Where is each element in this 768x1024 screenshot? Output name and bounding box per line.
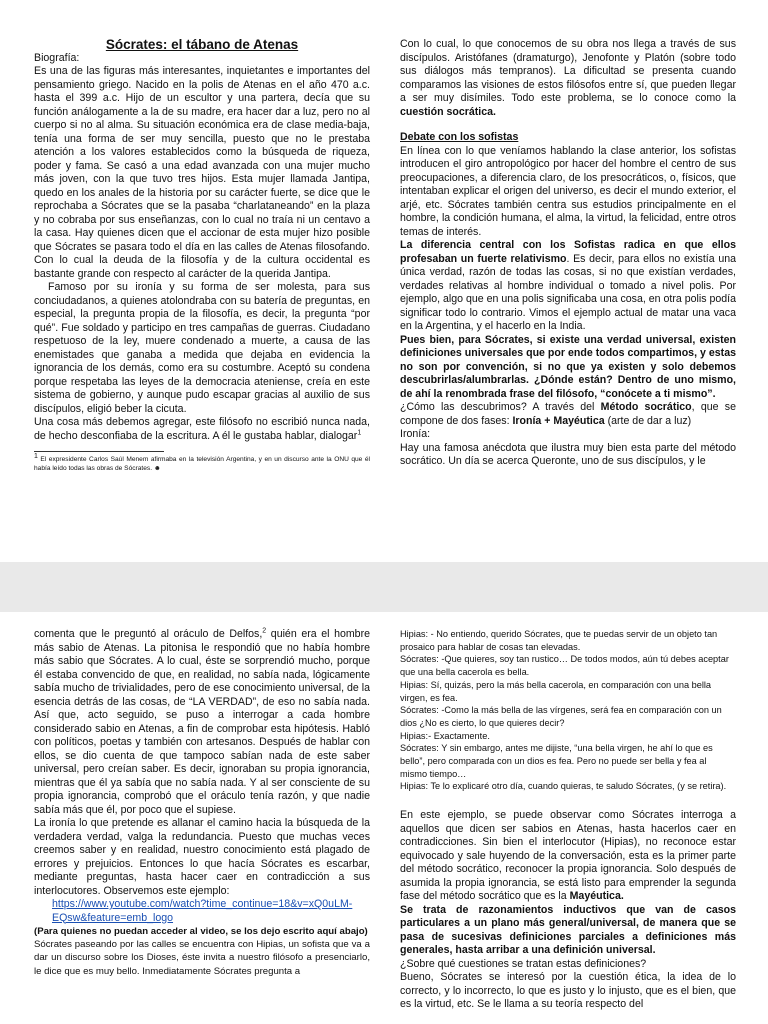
- bold-term: Método socrático: [600, 401, 692, 413]
- paragraph-text: Con lo cual, lo que conocemos de su obra nos llega a través de sus discípulos. Aristófanes (dramaturgo), Jenofonte y Platón (sobre todo sus diálogos más tempranos). La dificultad se presenta cuando comparamos las visiones de estos filósofos entre sí, que pueden llegar a ser muy disímiles. Todo este problema, se lo conoce como la: [400, 38, 736, 104]
- paragraph: Hay una famosa anécdota que ilustra muy bien esta parte del método socrático. Un día se acerca Queronte, uno de sus discípulos, y le: [400, 441, 736, 467]
- footnote-ref[interactable]: 2: [262, 627, 267, 635]
- dialog-line: Hipias: Te lo explicaré otro día, cuando quieras, te saludo Sócrates, (y se retira).: [400, 781, 727, 792]
- paragraph-text: En este ejemplo, se puede observar como Sócrates interroga a aquellos que dicen ser sabios en Atenas, hasta hacerlos caer en contradicciones. Sin bien el interlocutor (Hipias), no reconoce estar equivocado y sale huyendo de la conversación, esta es la primer parte del método socrático, reconocer la propia ignorancia. Solo después de asumida la propia ignorancia, se está listo para emprender la segunda fase del método socrático que es la: [400, 809, 736, 903]
- paragraph: [400, 401, 736, 428]
- page-1-right-column: [400, 38, 736, 469]
- paragraph: Ironía:: [400, 428, 431, 440]
- dialog-line: Hipias: - No entiendo, querido Sócrates, que te puedas servir de un objeto tan prosaico para hablar de cosas tan elevadas.: [400, 629, 718, 652]
- paragraph: [400, 239, 736, 334]
- paragraph: ¿Sobre qué cuestiones se tratan estas definiciones?: [400, 957, 647, 970]
- dialog-line: Hipias:- Exactamente.: [400, 730, 490, 741]
- footnote-ref[interactable]: 1: [357, 428, 362, 436]
- paragraph: La ironía lo que pretende es allanar el camino hacia la búsqueda de la verdadera verdad, valga la redundancia. Puesto que muchas veces creemos saber y en realidad, nuestro conocimiento está plagado de errores y prejuicios. Entonces lo que hacía Sócrates es escarbar, mediante preguntas, hasta hacer caer en contradicción a sus interlocutores. Observemos este ejemplo:: [34, 817, 370, 897]
- paragraph-text: comenta que le preguntó al oráculo de Delfos,: [34, 628, 263, 640]
- section-heading: Debate con los sofistas: [400, 131, 519, 143]
- paragraph: [400, 334, 736, 402]
- bold-term: Ironía + Mayéutica: [512, 414, 605, 427]
- note: (Para quienes no puedan acceder al video, se los dejo escrito aquí abajo): [34, 926, 368, 937]
- paragraph-text: , que se compone de dos fases:: [400, 401, 736, 427]
- paragraph: [400, 904, 736, 958]
- paragraph: [34, 628, 370, 817]
- bold-term: cuestión socrática.: [400, 105, 496, 118]
- bold-statement: Pues bien, para Sócrates, si existe una verdad universal, existen definiciones universales que por ende todos compartimos, y estas no son por convención, si no que ya existen y solo debemos descubrirlas/alumbrarlas. ¿Dónde están? Dentro de uno mismo, de ahí la renombrada frase del filósofo, “conócete a ti mismo”.: [400, 333, 736, 400]
- paragraph-text: Una cosa más debemos agregar, este filósofo no escribió nunca nada, de hecho desconfiaba de la escritura. A él le gustaba hablar, dialogar: [34, 416, 370, 442]
- footnote-number: 1: [34, 452, 38, 460]
- footnote: [34, 452, 370, 473]
- footnote-text: El expresidente Carlos Saúl Menem afirmaba en la televisión Argentina, y en un discurso ante la ONU que él había leído todas las obras de Sócrates. ☻: [34, 456, 370, 472]
- paragraph-text: (arte de dar a luz): [604, 414, 692, 427]
- paragraph: [400, 809, 736, 904]
- bold-statement: Se trata de razonamientos inductivos que van de casos particulares a un plano más general/universal, de manera que se pasa de sucesivas definiciones parciales a definiciones más generales, hasta arribar a una definición universal.: [400, 903, 736, 957]
- page-1-left-column: [34, 38, 370, 473]
- page-2-right-column: [400, 628, 736, 1012]
- page-2: [0, 612, 768, 1024]
- paragraph: [400, 38, 736, 119]
- dialog-line: Sócrates: -Como la más bella de las vírgenes, será fea en comparación con un dios ¿No es cierto, lo que quieres decir?: [400, 705, 722, 728]
- dialog-block: [400, 628, 736, 793]
- paragraph-text: . Es decir, para ellos no existía una única verdad, razón de todas las cosas, si no que existían verdades, verdades relativas al hombre individual o tomado a nivel polis. Por ejemplo, algo que en una polis significaba una cosa, en otra polis podía significar todo lo contrario. Vimos el ejemplo actual de matar una vaca en la Argentina, y el hacerlo en la India.: [400, 252, 736, 332]
- dialog-line: Sócrates: -Que quieres, soy tan rustico… De todos modos, aún tú debes aceptar que una bella cacerola es bella.: [400, 654, 729, 678]
- dialog-line: Sócrates: Y sin embargo, antes me dijiste, “una bella virgen, he ahí lo que es bello”, pero comparada con un dios es fea. Pero no puede ser bella y fea al mismo tiempo…: [400, 743, 713, 779]
- biography-label: Biografía:: [34, 51, 80, 64]
- page-2-left-column: [34, 628, 370, 978]
- paragraph: [34, 416, 370, 443]
- paragraph: Bueno, Sócrates se interesó por la cuestión ética, la idea de lo correcto, y lo incorrecto, lo que es justo y lo injusto, que es el bien, que es la virtud, etc. Se le llama a su teoría respecto del: [400, 971, 736, 1011]
- paragraph: Famoso por su ironía y su forma de ser molesta, para sus conciudadanos, a quienes atolondraba con su batería de preguntas, en especial, la pregunta propia de la filosofía, es decir, la pregunta “por qué”. Fue soldado y participo en tres campañas de guerras. Ciudadano respetuoso de la ley, muere condenado a muerte, a causa de las enemistades que ganaba a medida que dejaba en evidencia la ignorancia de los demás, como era su costumbre. Aceptó su condena porque respetaba las leyes de la democracia ateniense, creía en este sistema de gobierno, y aunque pudo escapar gracias al auxilio de sus discípulos, eligió beber la cicuta.: [34, 281, 370, 415]
- paragraph-text: quién era el hombre más sabio de Atenas. La pitonisa le respondió que no había hombre más sabio que Sócrates. A lo cual, éste se sorprendió mucho, porque él estaba convencido de que, en realidad, no sabía nada, lógicamente sabía mucho de trivialidades, pero de ese conocimiento universal, de la esencia detrás de las cosas, de “LA VERDAD”, de eso no sabía nada. Así que, acto seguido, se puso a interrogar a cada hombre considerado sabio en Atenas, a fin de comprobar esta hipótesis. Habló con políticos, poetas y también con artesanos. Después de hablar con ellos, se dio cuenta de que tampoco sabían nada de este saber universal, pero creían saber. Es decir, ignoraban su propia ignorancia, mientras que él ya sabía que no sabía nada. Y al ser consciente de su propia ignorancia, comprobó que el oráculo tenía razón, y que nadie sabía más que él, por poco que el supiese.: [34, 628, 370, 816]
- footnote-divider: [34, 451, 164, 452]
- dialog-line: Hipias: Sí, quizás, pero la más bella cacerola, en comparación con una bella virgen, es fea.: [400, 679, 712, 703]
- paragraph: En línea con lo que veníamos hablando la clase anterior, los sofistas introducen el giro antropológico por hacer del hombre el centro de sus preocupaciones, a diferencia claro, de los presocráticos, o, físicos, que intentaban explicar el origen del universo, es decir el mundo exterior, el arjé, etc. Sócrates también centra sus estudios principalmente en el hombre, la condición humana, el alma, la virtud, la felicidad, entre otros temas de interés.: [400, 144, 736, 238]
- bold-term: Mayéutica.: [569, 890, 624, 903]
- document-title: Sócrates: el tábano de Atenas: [105, 37, 299, 52]
- paragraph: Sócrates paseando por las calles se encuentra con Hipias, un sofista que va a dar un discurso sobre los Dioses, éste invita a nuestro filósofo a presenciarlo, le dice que es muy bello. Inmediatamente Sócrates pregunta a: [34, 939, 370, 977]
- youtube-link[interactable]: https://www.youtube.com/watch?time_continue=18&v=xQ0uLM-EQsw&feature=emb_logo: [52, 898, 353, 924]
- paragraph: Es una de las figuras más interesantes, inquietantes e importantes del pensamiento griego. Nacido en la polis de Atenas en el año 470 a.c. hasta el 399 a.c. Hijo de un escultor y una partera, decía que su función análogamente a la de su madre, era hacer dar a luz, pero no al cuerpo si no al alma. Su situación económica era de clase media-baja, tenía una forma de ser muy sencilla, puesto que no le prestaba atención a los valores establecidos como la búsqueda de riqueza, poder y fama. Se casó a una edad avanzada con una mujer mucho más joven, con la que tuvo tres hijos. Esta mujer llamada Jantipa, quedo en los anales de la historia por su carácter fuerte, se dice que le reprochaba a Sócrates que se la pasaba “charlataneando” en la plaza y no cobraba por sus enseñanzas, con lo cual no traía ni un centavo a la casa. Hay quienes dicen que el accionar de esta mujer hizo posible que Sócrates se pasara todo el día en las calles de Atenas filosofando. Con lo cual la deuda de la filosofía y de la cultura occidental es bastante grande con respecto al carácter de la querida Jantipa.: [34, 65, 370, 280]
- paragraph-text: ¿Cómo las descubrimos? A través del: [400, 401, 601, 413]
- bold-statement: La diferencia central con los Sofistas radica en que ellos profesaban un fuerte relativismo: [400, 239, 736, 265]
